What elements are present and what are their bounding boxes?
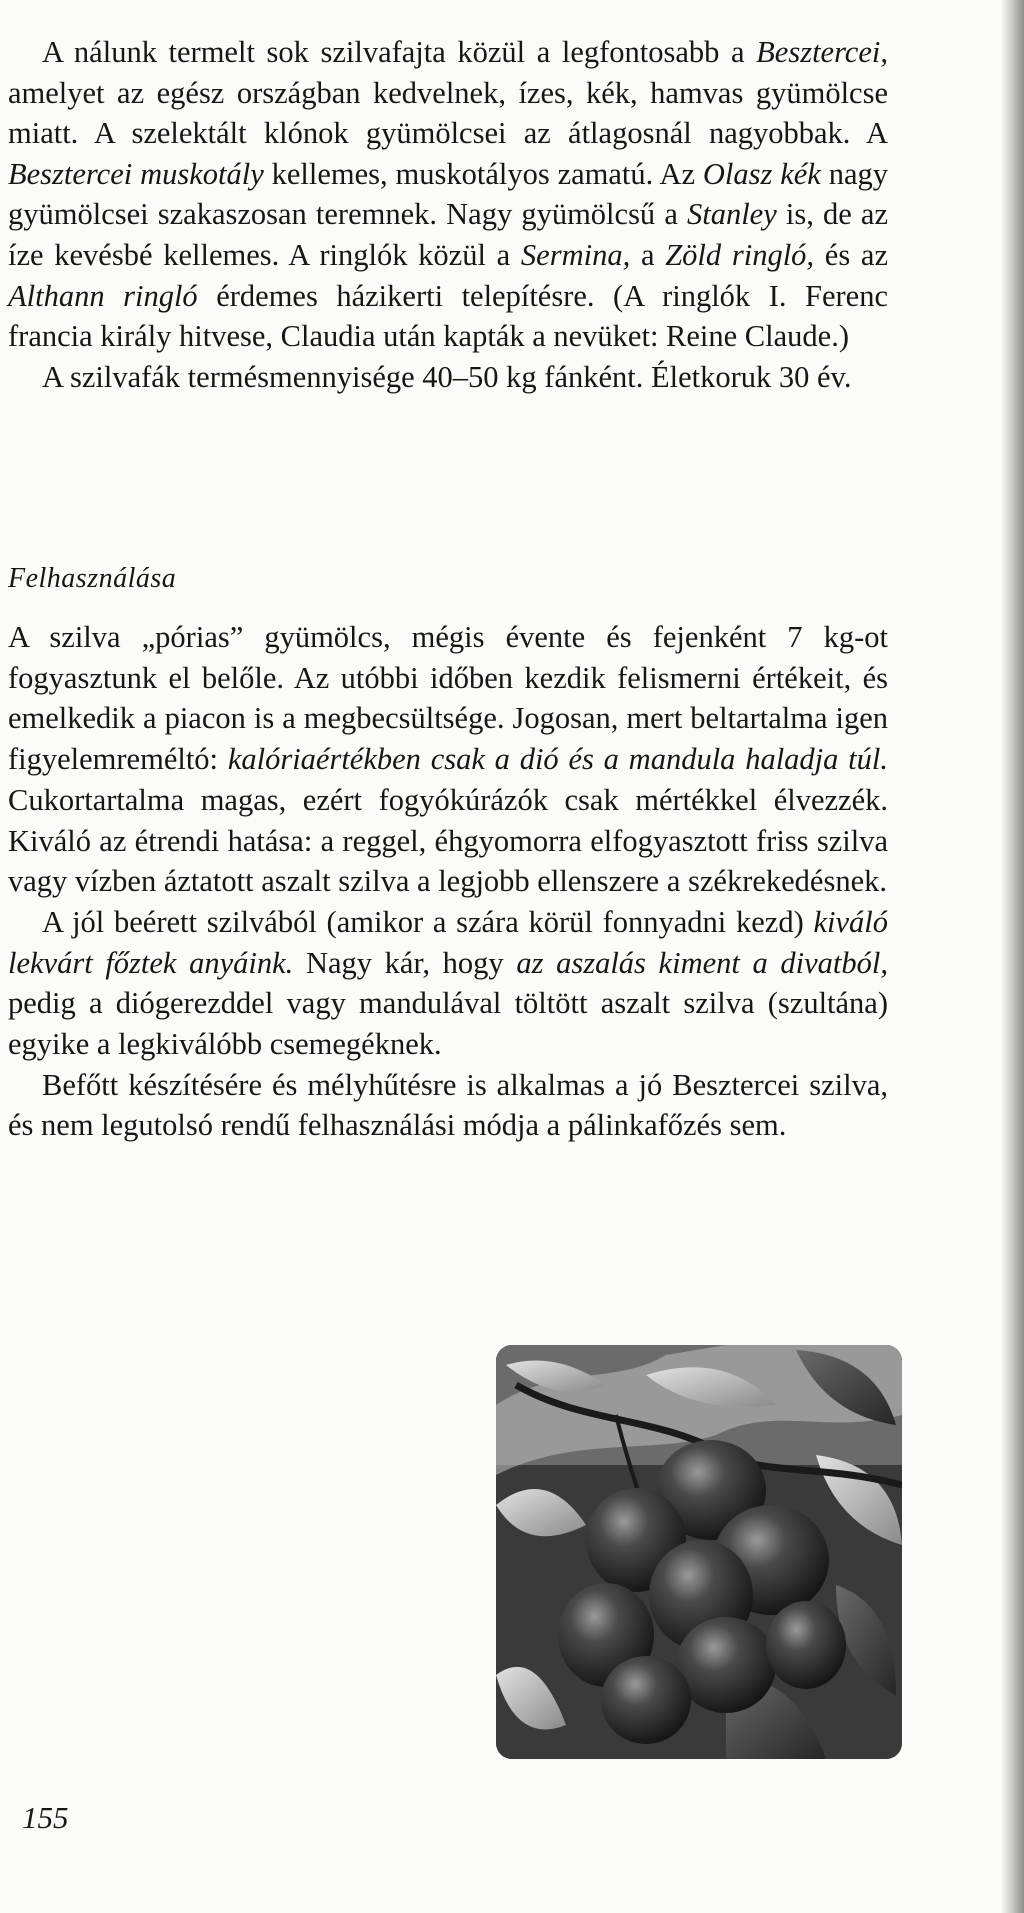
italic-run: Stanley (686, 197, 777, 232)
usage-paragraph-1 (8, 617, 888, 902)
text-run: Nagy kár, hogy (293, 945, 517, 980)
page-binding-edge (1002, 0, 1024, 1913)
page-number: 155 (22, 1800, 69, 1835)
text-run: A jól beérett szilvából (amikor a szára körül fonnyadni kezd) (42, 904, 814, 939)
text-run: pedig a diógerezddel vagy mandulával töltött aszalt szilva (szultána) egyike a legkiválóbb csemegéknek. (8, 986, 888, 1062)
text-run: nagy gyümölcsei szakaszosan teremnek. Nagy gyümölcsű a (8, 156, 888, 232)
section-heading: Felhasználása (8, 563, 177, 594)
usage-text (8, 617, 888, 1146)
italic-run: Besztercei, (756, 35, 888, 69)
text-run: amelyet az egész országban kedvelnek, ízes, kék, hamvas gyümölcse miatt. A szelektált klónok gyümölcsei az átlagosnál nagyobbak. A (8, 75, 888, 151)
italic-run: Olasz kék (702, 156, 821, 191)
italic-run: az aszalás kiment a divatból, (516, 945, 888, 980)
italic-run: Besztercei muskotály (8, 156, 264, 191)
italic-run: Sermina, (520, 237, 631, 272)
text-run: A szilvafák termésmennyisége 40–50 kg fánként. Életkoruk 30 év. (42, 359, 852, 394)
italic-run: Althann ringló (8, 278, 198, 313)
text-run: Befőtt készítésére és mélyhűtésre is alkalmas a jó Besztercei szilva, és nem legutolsó rendű felhasználási módja a pálinkafőzés sem. (8, 1067, 888, 1143)
text-run: kellemes, muskotályos zamatú. Az (263, 156, 703, 191)
italic-run: kiváló lekvárt főztek anyáink. (8, 904, 888, 980)
italic-run: kalóriaértékben csak a dió és a mandula haladja túl. (227, 742, 888, 777)
italic-run: Zöld ringló, (665, 237, 815, 272)
text-run: Cukortartalma magas, ezért fogyókúrázók csak mértékkel élvezzék. Kiváló az étrendi hatása: a reggel, éhgyomorra elfogyasztott friss szilva vagy vízben áztatott aszalt szilva a legjobb ellenszere a székrekedésnek. (8, 782, 888, 899)
text-run: és az (814, 237, 888, 272)
text-run: A szilva „pórias” gyümölcs, mégis évente és fejenként 7 kg-ot fogyasztunk el belőle. Az utóbbi időben kezdik felismerni értékeit, és emelkedik a piacon is a megbecsültsége. Jogosan, mert beltartalma igen figyelemreméltó: (8, 620, 888, 777)
text-run: is, de az íze kevésbé kellemes. A ringlók közül a (8, 197, 888, 272)
intro-text (8, 32, 888, 397)
text-run: A nálunk termelt sok szilvafajta közül a legfontosabb a (42, 35, 757, 69)
plum-branch-image (496, 1345, 902, 1759)
plum-photograph (496, 1345, 902, 1759)
usage-paragraph-3 (8, 1065, 888, 1146)
intro-paragraph-2 (8, 357, 888, 398)
text-run: érdemes házikerti telepítésre. (A ringlók I. Ferenc francia király hitvese, Claudia után kapták a nevüket: Reine Claude.) (8, 278, 888, 354)
text-run: a (630, 237, 666, 272)
intro-paragraph-1 (8, 32, 888, 357)
usage-paragraph-2 (8, 902, 888, 1065)
